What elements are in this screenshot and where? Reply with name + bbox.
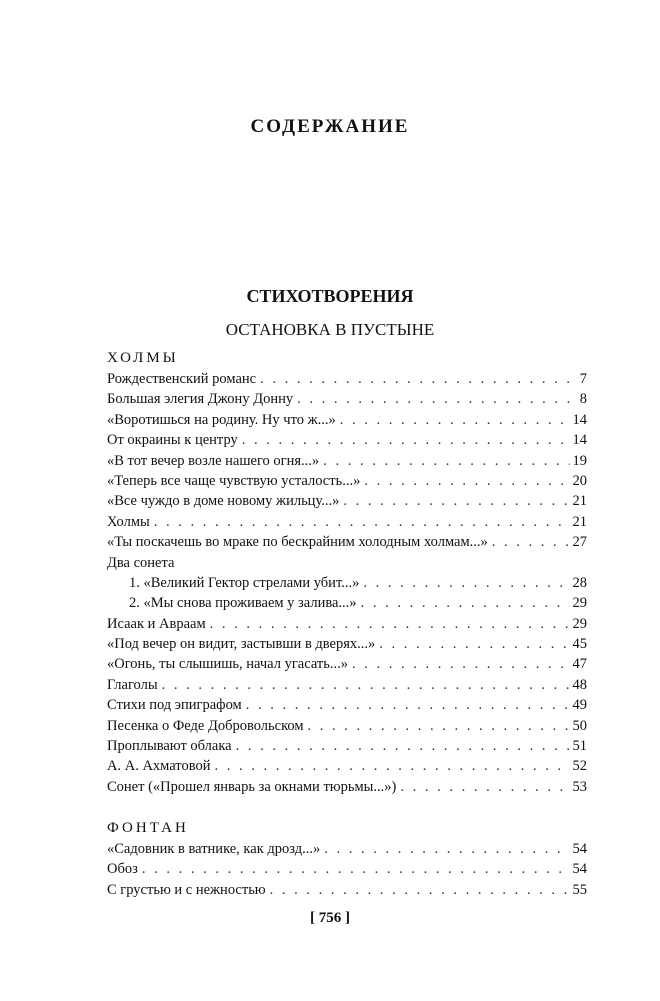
- dot-leader: [323, 451, 569, 471]
- toc-entry-title: Рождественский романс: [107, 371, 257, 387]
- dot-leader: [297, 389, 577, 409]
- toc-list: [107, 839, 587, 900]
- toc-list: [107, 614, 587, 798]
- page-number: [ 756 ]: [310, 910, 350, 926]
- toc-entry-page: 8: [579, 391, 587, 408]
- dot-leader: [343, 491, 569, 511]
- toc-entry-page: 21: [572, 493, 587, 510]
- toc-entry: [107, 654, 587, 674]
- toc-entry-title: Холмы: [107, 513, 150, 530]
- group-label: Два сонета: [107, 554, 175, 571]
- dot-leader: [492, 532, 570, 552]
- toc-entry: [107, 777, 587, 797]
- toc-entry-title: «Ты поскачешь во мраке по бескрайним холодным холмам...»: [107, 534, 488, 551]
- dot-leader: [361, 593, 570, 613]
- toc-entry-title: «В тот вечер возле нашего огня...»: [107, 452, 320, 469]
- dot-leader: [352, 654, 570, 674]
- toc-entry-page: 53: [572, 778, 587, 795]
- toc-entry-page: 55: [572, 881, 587, 898]
- toc-entry: [107, 430, 587, 450]
- toc-entry: [107, 839, 587, 859]
- toc-entry: [107, 880, 587, 900]
- toc-entry-title: «Огонь, ты слышишь, начал угасать...»: [107, 656, 348, 673]
- toc-entry-title: Стихи под эпиграфом: [107, 697, 242, 714]
- dot-leader: [308, 716, 570, 736]
- toc-entry-page: 50: [572, 717, 587, 734]
- toc-entry-page: 49: [572, 697, 587, 714]
- section-heading: ХОЛМЫ: [107, 350, 179, 366]
- dot-leader: [214, 756, 569, 776]
- toc-entry-page: 47: [572, 656, 587, 673]
- dot-leader: [242, 430, 570, 450]
- toc-entry-page: 54: [572, 861, 587, 878]
- toc-entry: [107, 859, 587, 879]
- toc-entry-title: «Все чуждо в доме новому жильцу...»: [107, 493, 340, 510]
- toc-entry: [107, 716, 587, 736]
- toc-entry-title: Проплывают облака: [107, 738, 232, 755]
- toc-entry-title: Исаак и Авраам: [107, 615, 206, 632]
- toc-entry-title: «Под вечер он видит, застывши в дверях...»: [107, 636, 376, 653]
- toc-entry-title: А. А. Ахматовой: [107, 758, 211, 775]
- toc-entry: [107, 410, 587, 430]
- toc-entry-page: 29: [572, 615, 587, 632]
- toc-entry: [107, 695, 587, 715]
- dot-leader: [400, 777, 569, 797]
- toc-section-holmy: [107, 348, 587, 797]
- dot-leader: [363, 573, 569, 593]
- toc-entry: [107, 512, 587, 532]
- toc-entry-page: 45: [572, 636, 587, 653]
- toc-entry: [107, 593, 587, 613]
- toc-entry: [107, 491, 587, 511]
- toc-entry: [107, 573, 587, 593]
- toc-entry-page: 28: [572, 574, 587, 591]
- toc-entry: [107, 614, 587, 634]
- toc-entry: [107, 634, 587, 654]
- dot-leader: [246, 695, 570, 715]
- dot-leader: [260, 369, 577, 389]
- toc-entry-page: 54: [572, 841, 587, 857]
- toc-entry-title: «Воротишься на родину. Ну что ж...»: [107, 411, 336, 428]
- dot-leader: [364, 471, 569, 491]
- toc-entry-page: 21: [572, 513, 587, 530]
- toc-entry: [107, 389, 587, 409]
- toc-entry-title: Песенка о Феде Добровольском: [107, 717, 304, 734]
- toc-entry-page: 48: [572, 676, 587, 693]
- dot-leader: [379, 634, 569, 654]
- toc-entry-page: 14: [572, 432, 587, 449]
- toc-entry-title: «Садовник в ватнике, как дрозд...»: [107, 841, 321, 857]
- toc-entry-page: 27: [572, 534, 587, 551]
- toc-entry-title: Большая элегия Джону Донну: [107, 391, 294, 408]
- toc-entry: [107, 756, 587, 776]
- toc-entry-page: 14: [572, 411, 587, 428]
- toc-list: [107, 369, 587, 553]
- toc-entry-page: 29: [572, 595, 587, 612]
- dot-leader: [270, 880, 570, 900]
- toc-entry-title: Сонет («Прошел январь за окнами тюрьмы...»): [107, 778, 397, 795]
- page-title: СОДЕРЖАНИЕ: [250, 116, 410, 137]
- toc-entry: [107, 369, 587, 389]
- toc-entry-page: 51: [572, 738, 587, 755]
- dot-leader: [236, 736, 570, 756]
- toc-entry-page: 20: [572, 472, 587, 489]
- toc-entry-title: 2. «Мы снова проживаем у залива...»: [129, 595, 357, 612]
- section-heading: ФОНТАН: [107, 820, 189, 836]
- dot-leader: [340, 410, 570, 430]
- part-title: СТИХОТВОРЕНИЯ: [246, 286, 414, 306]
- toc-entry: [107, 532, 587, 552]
- dot-leader: [154, 512, 570, 532]
- toc-section-fontan: [107, 818, 587, 900]
- toc-entry-page: 52: [572, 758, 587, 775]
- toc-entry-title: Обоз: [107, 861, 138, 878]
- toc-sublist: [107, 573, 587, 614]
- toc-entry: [107, 471, 587, 491]
- dot-leader: [210, 614, 570, 634]
- toc-entry-title: С грустью и с нежностью: [107, 881, 266, 898]
- toc-entry: [107, 451, 587, 471]
- toc-entry-title: От окраины к центру: [107, 432, 238, 449]
- toc-entry-title: «Теперь все чаще чувствую усталость...»: [107, 472, 361, 489]
- toc-entry: [107, 736, 587, 756]
- toc-entry-title: 1. «Великий Гектор стрелами убит...»: [129, 574, 360, 591]
- dot-leader: [142, 859, 570, 879]
- toc-entry: [107, 675, 587, 695]
- dot-leader: [162, 675, 570, 695]
- book-title: ОСТАНОВКА В ПУСТЫНЕ: [225, 320, 435, 339]
- toc-entry-page: 7: [579, 371, 587, 387]
- dot-leader: [324, 839, 569, 859]
- toc-entry-title: Глаголы: [107, 676, 158, 693]
- toc-entry-page: 19: [572, 452, 587, 469]
